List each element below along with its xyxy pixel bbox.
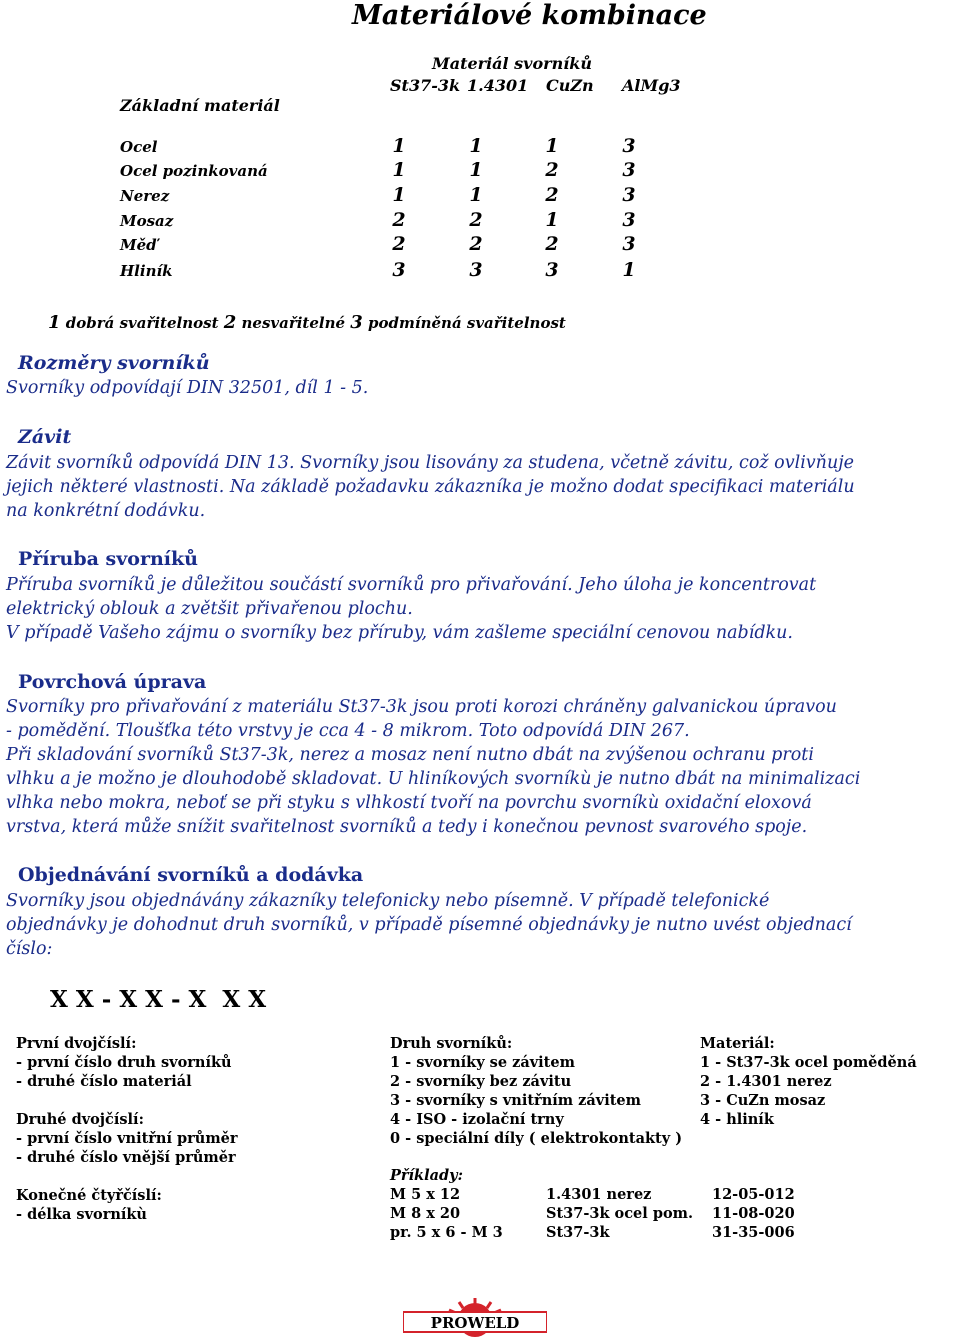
example-row: 12-05-012	[712, 1186, 795, 1203]
text-line: Svorníky jsou objednávány zákazníky telefonicky nebo písemně. V případě telefonické	[6, 891, 770, 911]
order-line: 2 - svorníky bez závitu	[390, 1073, 572, 1090]
table-cell: 2	[545, 233, 559, 255]
legend-text: nesvařitelné	[236, 314, 351, 332]
order-line	[16, 1167, 238, 1186]
example-row: 1.4301 nerez	[546, 1186, 652, 1203]
text-line: V případě Vašeho zájmu o svorníky bez příruby, vám zašleme speciální cenovou nabídku.	[6, 623, 793, 643]
legend-text: dobrá svařitelnost	[60, 314, 224, 332]
table-legend	[48, 312, 566, 333]
table-row-label: Mosaz	[120, 212, 174, 230]
section-text	[6, 889, 958, 961]
table-row-header: Základní materiál	[120, 96, 280, 115]
table-cell: 1	[469, 184, 483, 206]
text-line: vlhka nebo mokra, neboť se při styku s vlhkostí tvoří na povrchu svorníkù oxidační eloxová	[6, 793, 812, 813]
text-line: Příruba svorníků je důležitou součástí svorníků pro přivařování. Jeho úloha je koncentrovat	[6, 575, 817, 595]
order-line: 4 - ISO - izolační trny	[390, 1111, 564, 1128]
order-line: První dvojčíslí:	[16, 1035, 137, 1052]
order-line	[16, 1091, 238, 1110]
order-line: - první číslo druh svorníků	[16, 1054, 232, 1071]
legend-text: podmíněná svařitelnost	[362, 314, 566, 332]
legend-number: 2	[223, 312, 237, 333]
order-code: X X - X X - X X X	[50, 986, 267, 1013]
section-heading: Závit	[18, 426, 72, 448]
table-cell: 1	[469, 159, 483, 181]
section-heading: Povrchová úprava	[18, 671, 207, 693]
examples-label: Příklady:	[390, 1167, 463, 1184]
example-row: M 8 x 20	[390, 1205, 461, 1222]
table-cell: 3	[622, 135, 636, 157]
example-row: M 5 x 12	[390, 1186, 461, 1203]
table-cell: 3	[469, 259, 483, 281]
page-title: Materiálové kombinace	[352, 0, 707, 31]
table-cell: 3	[622, 159, 636, 181]
table-cell: 1	[622, 259, 636, 281]
order-line: - první číslo vnitřní průměr	[16, 1130, 238, 1147]
order-line: 1 - St37-3k ocel poměděná	[700, 1054, 917, 1071]
example-row: pr. 5 x 6 - M 3	[390, 1224, 503, 1241]
order-middle-column	[390, 1034, 682, 1148]
order-line: Druh svorníků:	[390, 1035, 513, 1052]
table-cell: 1	[469, 135, 483, 157]
example-row: 11-08-020	[712, 1205, 795, 1222]
order-line: - druhé číslo materiál	[16, 1073, 192, 1090]
table-cell: 1	[392, 184, 406, 206]
section-text	[6, 376, 958, 400]
table-row-label: Nerez	[120, 187, 170, 205]
text-line: číslo:	[6, 939, 53, 959]
order-line: Konečné čtyřčíslí:	[16, 1187, 162, 1204]
table-cell: 1	[392, 135, 406, 157]
text-line: Svorníky odpovídají DIN 32501, díl 1 - 5.	[6, 378, 369, 398]
table-cell: 1	[392, 159, 406, 181]
table-cell: 1	[545, 135, 559, 157]
example-row: 31-35-006	[712, 1224, 795, 1241]
text-line: vrstva, která může snížit svařitelnost svorníků a tedy i konečnou pevnost svarového spoje.	[6, 817, 808, 837]
section-heading: Rozměry svorníků	[18, 352, 210, 374]
col-header: 1.4301	[467, 76, 529, 95]
col-header: CuZn	[546, 76, 594, 95]
order-line: 0 - speciální díly ( elektrokontakty )	[390, 1130, 683, 1147]
order-left-column	[16, 1034, 238, 1224]
legend-number: 3	[350, 312, 363, 333]
text-line: Závit svorníků odpovídá DIN 13. Svorníky jsou lisovány za studena, včetně závitu, což ovlivňuje	[6, 453, 855, 473]
example-row: St37-3k ocel pom.	[546, 1205, 694, 1222]
order-line: - druhé číslo vnější průměr	[16, 1149, 236, 1166]
section-text	[6, 695, 958, 839]
col-header: AlMg3	[622, 76, 681, 95]
order-line: - délka svorníkù	[16, 1206, 147, 1223]
table-cell: 3	[622, 233, 636, 255]
order-line: Druhé dvojčíslí:	[16, 1111, 144, 1128]
table-cell: 2	[545, 184, 559, 206]
logo-text: PROWELD	[430, 1314, 520, 1332]
text-line: Svorníky pro přivařování z materiálu St37-3k jsou proti korozi chráněny galvanickou úpravou	[6, 697, 837, 717]
section-text	[6, 573, 958, 645]
table-cell: 2	[392, 233, 406, 255]
order-line: 3 - svorníky s vnitřním závitem	[390, 1092, 641, 1109]
text-line: vlhku a je možno je dlouhodobě skladovat. U hliníkových svorníkù je nutno dbát na minimalizaci	[6, 769, 861, 789]
section-heading: Objednávání svorníků a dodávka	[18, 864, 364, 886]
col-header: St37-3k	[390, 76, 461, 95]
order-right-column	[700, 1034, 917, 1129]
table-row-label: Měď	[120, 236, 157, 254]
table-cell: 3	[622, 209, 636, 231]
table-cell: 2	[469, 233, 483, 255]
table-cell: 3	[622, 184, 636, 206]
section-text	[6, 451, 958, 523]
table-row-label: Hliník	[120, 262, 173, 280]
order-line: 4 - hliník	[700, 1111, 774, 1128]
text-line: objednávky je dohodnut druh svorníků, v případě písemné objednávky je nutno uvést objednací	[6, 915, 852, 935]
legend-number: 1	[48, 312, 61, 333]
table-row-label: Ocel	[120, 138, 158, 156]
table-row-label: Ocel pozinkovaná	[120, 162, 268, 180]
table-cell: 2	[392, 209, 406, 231]
table-col-group: Materiál svorníků	[432, 54, 593, 73]
text-line: jejich některé vlastnosti. Na základě požadavku zákazníka je možno dodat specifikaci materiálu	[6, 477, 855, 497]
order-line: Materiál:	[700, 1035, 775, 1052]
table-cell: 3	[392, 259, 406, 281]
table-cell: 2	[545, 159, 559, 181]
table-cell: 2	[469, 209, 483, 231]
order-line: 1 - svorníky se závitem	[390, 1054, 575, 1071]
text-line: - pomědění. Tloušťka této vrstvy je cca 4 - 8 mikrom. Toto odpovídá DIN 267.	[6, 721, 690, 741]
section-heading: Příruba svorníků	[18, 548, 198, 570]
text-line: na konkrétní dodávku.	[6, 501, 206, 521]
text-line: elektrický oblouk a zvětšit přivařenou plochu.	[6, 599, 413, 619]
text-line: Při skladování svorníků St37-3k, nerez a mosaz není nutno dbát na zvýšenou ochranu proti	[6, 745, 814, 765]
table-cell: 3	[545, 259, 559, 281]
proweld-logo-mark	[403, 1298, 547, 1338]
order-line: 2 - 1.4301 nerez	[700, 1073, 832, 1090]
example-row: St37-3k	[546, 1224, 610, 1241]
table-cell: 1	[545, 209, 559, 231]
order-line: 3 - CuZn mosaz	[700, 1092, 826, 1109]
proweld-logo	[403, 1298, 547, 1338]
